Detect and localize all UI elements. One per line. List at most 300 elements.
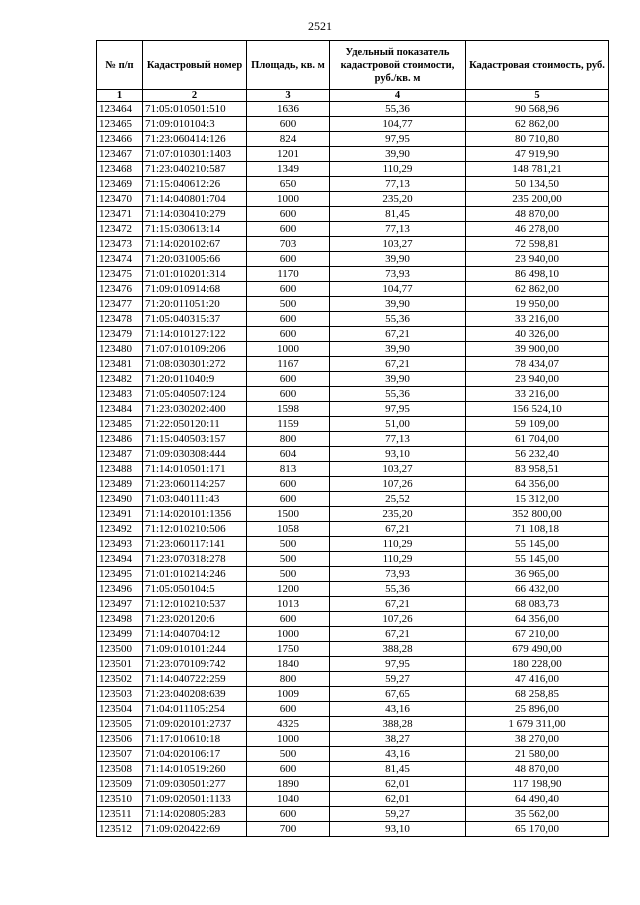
row-index-cell: 123489 (97, 477, 143, 492)
specific-value-cell: 39,90 (330, 372, 466, 387)
cadastral-cost-cell: 148 781,21 (466, 162, 609, 177)
row-index-cell: 123505 (97, 717, 143, 732)
area-cell: 1013 (247, 597, 330, 612)
specific-value-cell: 93,10 (330, 822, 466, 837)
cadastral-cost-cell: 47 919,90 (466, 147, 609, 162)
cadastral-cost-cell: 62 862,00 (466, 282, 609, 297)
cadastral-cost-cell: 55 145,00 (466, 552, 609, 567)
cadastral-number-cell: 71:23:040208:639 (143, 687, 247, 702)
specific-value-cell: 97,95 (330, 657, 466, 672)
row-index-cell: 123506 (97, 732, 143, 747)
row-index-cell: 123468 (97, 162, 143, 177)
row-index-cell: 123488 (97, 462, 143, 477)
cadastral-cost-cell: 83 958,51 (466, 462, 609, 477)
column-number: 5 (466, 90, 609, 102)
table-row (97, 387, 609, 402)
cadastral-number-cell: 71:20:011051:20 (143, 297, 247, 312)
area-cell: 604 (247, 447, 330, 462)
area-cell: 813 (247, 462, 330, 477)
cadastral-number-cell: 71:23:070318:278 (143, 552, 247, 567)
table-row (97, 522, 609, 537)
cadastral-number-cell: 71:01:010214:246 (143, 567, 247, 582)
cadastral-cost-cell: 64 356,00 (466, 612, 609, 627)
column-number: 3 (247, 90, 330, 102)
area-cell: 600 (247, 387, 330, 402)
table-row (97, 567, 609, 582)
cadastral-cost-cell: 61 704,00 (466, 432, 609, 447)
area-cell: 500 (247, 537, 330, 552)
area-cell: 500 (247, 567, 330, 582)
table-row (97, 402, 609, 417)
table-row (97, 807, 609, 822)
cadastral-cost-cell: 56 232,40 (466, 447, 609, 462)
area-cell: 1840 (247, 657, 330, 672)
table-row (97, 702, 609, 717)
cadastral-cost-cell: 90 568,96 (466, 102, 609, 117)
cadastral-number-cell: 71:14:020101:1356 (143, 507, 247, 522)
table-row (97, 282, 609, 297)
table-row (97, 417, 609, 432)
table-row (97, 597, 609, 612)
cadastral-number-cell: 71:23:060114:257 (143, 477, 247, 492)
table-row (97, 762, 609, 777)
cadastral-number-cell: 71:23:070109:742 (143, 657, 247, 672)
cadastral-cost-cell: 72 598,81 (466, 237, 609, 252)
table-row (97, 552, 609, 567)
cadastral-cost-cell: 50 134,50 (466, 177, 609, 192)
specific-value-cell: 235,20 (330, 507, 466, 522)
area-cell: 1167 (247, 357, 330, 372)
cadastral-cost-cell: 35 562,00 (466, 807, 609, 822)
cadastral-number-cell: 71:09:010104:3 (143, 117, 247, 132)
row-index-cell: 123477 (97, 297, 143, 312)
area-cell: 600 (247, 807, 330, 822)
cadastral-number-cell: 71:14:040722:259 (143, 672, 247, 687)
cadastral-cost-cell: 64 490,40 (466, 792, 609, 807)
row-index-cell: 123474 (97, 252, 143, 267)
cadastral-number-cell: 71:23:040210:587 (143, 162, 247, 177)
cadastral-number-cell: 71:09:010914:68 (143, 282, 247, 297)
cadastral-number-cell: 71:15:040612:26 (143, 177, 247, 192)
row-index-cell: 123469 (97, 177, 143, 192)
row-index-cell: 123503 (97, 687, 143, 702)
specific-value-cell: 25,52 (330, 492, 466, 507)
specific-value-cell: 107,26 (330, 612, 466, 627)
area-cell: 4325 (247, 717, 330, 732)
specific-value-cell: 39,90 (330, 297, 466, 312)
row-index-cell: 123508 (97, 762, 143, 777)
row-index-cell: 123490 (97, 492, 143, 507)
header-cadastral-number: Кадастровый номер (143, 41, 247, 90)
row-index-cell: 123493 (97, 537, 143, 552)
specific-value-cell: 97,95 (330, 402, 466, 417)
table-row (97, 267, 609, 282)
specific-value-cell: 55,36 (330, 312, 466, 327)
specific-value-cell: 39,90 (330, 252, 466, 267)
table-row (97, 327, 609, 342)
area-cell: 600 (247, 117, 330, 132)
specific-value-cell: 388,28 (330, 642, 466, 657)
table-row (97, 717, 609, 732)
cadastral-cost-cell: 23 940,00 (466, 252, 609, 267)
table-row (97, 777, 609, 792)
cadastral-number-cell: 71:23:060414:126 (143, 132, 247, 147)
table-row (97, 537, 609, 552)
cadastral-cost-cell: 71 108,18 (466, 522, 609, 537)
cadastral-number-cell: 71:04:011105:254 (143, 702, 247, 717)
row-index-cell: 123494 (97, 552, 143, 567)
table-row (97, 792, 609, 807)
row-index-cell: 123471 (97, 207, 143, 222)
row-index-cell: 123483 (97, 387, 143, 402)
specific-value-cell: 103,27 (330, 462, 466, 477)
row-index-cell: 123478 (97, 312, 143, 327)
row-index-cell: 123497 (97, 597, 143, 612)
cadastral-cost-cell: 15 312,00 (466, 492, 609, 507)
cadastral-cost-cell: 48 870,00 (466, 762, 609, 777)
area-cell: 824 (247, 132, 330, 147)
cadastral-number-cell: 71:12:010210:506 (143, 522, 247, 537)
area-cell: 500 (247, 747, 330, 762)
specific-value-cell: 67,21 (330, 357, 466, 372)
cadastral-cost-cell: 47 416,00 (466, 672, 609, 687)
area-cell: 600 (247, 477, 330, 492)
table-row (97, 672, 609, 687)
cadastral-number-cell: 71:14:010127:122 (143, 327, 247, 342)
specific-value-cell: 62,01 (330, 792, 466, 807)
area-cell: 1598 (247, 402, 330, 417)
cadastral-cost-cell: 36 965,00 (466, 567, 609, 582)
cadastral-number-cell: 71:23:030202:400 (143, 402, 247, 417)
area-cell: 600 (247, 702, 330, 717)
header-index: № п/п (97, 41, 143, 90)
specific-value-cell: 110,29 (330, 537, 466, 552)
row-index-cell: 123485 (97, 417, 143, 432)
specific-value-cell: 67,21 (330, 522, 466, 537)
area-cell: 600 (247, 207, 330, 222)
column-number: 4 (330, 90, 466, 102)
area-cell: 600 (247, 612, 330, 627)
area-cell: 600 (247, 492, 330, 507)
specific-value-cell: 77,13 (330, 222, 466, 237)
specific-value-cell: 67,21 (330, 597, 466, 612)
table-row (97, 747, 609, 762)
specific-value-cell: 77,13 (330, 432, 466, 447)
table-row (97, 147, 609, 162)
table-row (97, 687, 609, 702)
area-cell: 1058 (247, 522, 330, 537)
area-cell: 1159 (247, 417, 330, 432)
cadastral-number-cell: 71:15:040503:157 (143, 432, 247, 447)
area-cell: 1000 (247, 627, 330, 642)
cadastral-cost-cell: 67 210,00 (466, 627, 609, 642)
specific-value-cell: 55,36 (330, 387, 466, 402)
cadastral-cost-cell: 679 490,00 (466, 642, 609, 657)
row-index-cell: 123499 (97, 627, 143, 642)
table-row (97, 132, 609, 147)
row-index-cell: 123476 (97, 282, 143, 297)
page-number: 2521 (308, 19, 332, 33)
table-row (97, 492, 609, 507)
area-cell: 650 (247, 177, 330, 192)
specific-value-cell: 107,26 (330, 477, 466, 492)
table-row (97, 312, 609, 327)
row-index-cell: 123475 (97, 267, 143, 282)
cadastral-number-cell: 71:07:010301:1403 (143, 147, 247, 162)
table-row (97, 447, 609, 462)
area-cell: 1000 (247, 732, 330, 747)
cadastral-cost-cell: 352 800,00 (466, 507, 609, 522)
cadastral-number-cell: 71:20:031005:66 (143, 252, 247, 267)
row-index-cell: 123502 (97, 672, 143, 687)
cadastral-cost-cell: 23 940,00 (466, 372, 609, 387)
table-row (97, 612, 609, 627)
area-cell: 1750 (247, 642, 330, 657)
cadastral-cost-cell: 33 216,00 (466, 312, 609, 327)
table-row (97, 252, 609, 267)
cadastral-number-cell: 71:23:020120:6 (143, 612, 247, 627)
specific-value-cell: 38,27 (330, 732, 466, 747)
cadastral-number-cell: 71:09:020101:2737 (143, 717, 247, 732)
table-row (97, 102, 609, 117)
row-index-cell: 123466 (97, 132, 143, 147)
cadastral-cost-cell: 117 198,90 (466, 777, 609, 792)
cadastral-number-cell: 71:14:040704:12 (143, 627, 247, 642)
area-cell: 1040 (247, 792, 330, 807)
row-index-cell: 123484 (97, 402, 143, 417)
table-row (97, 357, 609, 372)
cadastral-number-cell: 71:14:010519:260 (143, 762, 247, 777)
table-row (97, 432, 609, 447)
column-number: 2 (143, 90, 247, 102)
area-cell: 500 (247, 297, 330, 312)
area-cell: 600 (247, 222, 330, 237)
specific-value-cell: 235,20 (330, 192, 466, 207)
table-row (97, 462, 609, 477)
area-cell: 1500 (247, 507, 330, 522)
table-row (97, 222, 609, 237)
table-row (97, 582, 609, 597)
row-index-cell: 123470 (97, 192, 143, 207)
row-index-cell: 123487 (97, 447, 143, 462)
cadastral-cost-cell: 55 145,00 (466, 537, 609, 552)
specific-value-cell: 104,77 (330, 117, 466, 132)
area-cell: 600 (247, 762, 330, 777)
specific-value-cell: 93,10 (330, 447, 466, 462)
table-row (97, 162, 609, 177)
cadastral-number-cell: 71:09:020501:1133 (143, 792, 247, 807)
cadastral-number-cell: 71:14:020102:67 (143, 237, 247, 252)
cadastral-number-cell: 71:05:040315:37 (143, 312, 247, 327)
cadastral-cost-cell: 156 524,10 (466, 402, 609, 417)
specific-value-cell: 77,13 (330, 177, 466, 192)
cadastral-number-cell: 71:14:020805:283 (143, 807, 247, 822)
cadastral-cost-cell: 66 432,00 (466, 582, 609, 597)
row-index-cell: 123480 (97, 342, 143, 357)
column-number: 1 (97, 90, 143, 102)
row-index-cell: 123509 (97, 777, 143, 792)
table-row (97, 297, 609, 312)
cadastral-number-cell: 71:05:010501:510 (143, 102, 247, 117)
specific-value-cell: 59,27 (330, 807, 466, 822)
cadastral-cost-cell: 39 900,00 (466, 342, 609, 357)
row-index-cell: 123481 (97, 357, 143, 372)
row-index-cell: 123464 (97, 102, 143, 117)
specific-value-cell: 67,21 (330, 327, 466, 342)
specific-value-cell: 62,01 (330, 777, 466, 792)
row-index-cell: 123482 (97, 372, 143, 387)
area-cell: 1009 (247, 687, 330, 702)
cadastral-cost-cell: 19 950,00 (466, 297, 609, 312)
table-row (97, 372, 609, 387)
specific-value-cell: 97,95 (330, 132, 466, 147)
cadastral-number-cell: 71:23:060117:141 (143, 537, 247, 552)
row-index-cell: 123486 (97, 432, 143, 447)
cadastral-number-cell: 71:22:050120:11 (143, 417, 247, 432)
row-index-cell: 123467 (97, 147, 143, 162)
specific-value-cell: 67,65 (330, 687, 466, 702)
row-index-cell: 123465 (97, 117, 143, 132)
cadastral-cost-cell: 1 679 311,00 (466, 717, 609, 732)
cadastral-cost-cell: 65 170,00 (466, 822, 609, 837)
area-cell: 1200 (247, 582, 330, 597)
area-cell: 500 (247, 552, 330, 567)
cadastral-cost-cell: 59 109,00 (466, 417, 609, 432)
table-row (97, 657, 609, 672)
cadastral-number-cell: 71:12:010210:537 (143, 597, 247, 612)
area-cell: 1636 (247, 102, 330, 117)
specific-value-cell: 43,16 (330, 747, 466, 762)
table-row (97, 642, 609, 657)
table-header-row (97, 41, 609, 90)
specific-value-cell: 43,16 (330, 702, 466, 717)
cadastral-number-cell: 71:08:030301:272 (143, 357, 247, 372)
cadastral-cost-cell: 33 216,00 (466, 387, 609, 402)
area-cell: 1201 (247, 147, 330, 162)
cadastral-number-cell: 71:05:050104:5 (143, 582, 247, 597)
area-cell: 600 (247, 252, 330, 267)
cadastral-cost-cell: 64 356,00 (466, 477, 609, 492)
specific-value-cell: 110,29 (330, 552, 466, 567)
area-cell: 800 (247, 672, 330, 687)
cadastral-cost-cell: 46 278,00 (466, 222, 609, 237)
cadastral-number-cell: 71:14:040801:704 (143, 192, 247, 207)
specific-value-cell: 67,21 (330, 627, 466, 642)
header-cadastral-cost: Кадастровая стоимость, руб. (466, 41, 609, 90)
table-row (97, 117, 609, 132)
table-row (97, 507, 609, 522)
area-cell: 600 (247, 282, 330, 297)
cadastral-cost-cell: 48 870,00 (466, 207, 609, 222)
specific-value-cell: 388,28 (330, 717, 466, 732)
row-index-cell: 123498 (97, 612, 143, 627)
cadastral-cost-cell: 78 434,07 (466, 357, 609, 372)
cadastral-number-cell: 71:04:020106:17 (143, 747, 247, 762)
table-row (97, 822, 609, 837)
cadastral-number-cell: 71:07:010109:206 (143, 342, 247, 357)
specific-value-cell: 73,93 (330, 267, 466, 282)
cadastral-cost-cell: 62 862,00 (466, 117, 609, 132)
cadastral-cost-cell: 180 228,00 (466, 657, 609, 672)
cadastral-cost-cell: 68 083,73 (466, 597, 609, 612)
specific-value-cell: 81,45 (330, 762, 466, 777)
row-index-cell: 123500 (97, 642, 143, 657)
cadastral-number-cell: 71:14:030410:279 (143, 207, 247, 222)
area-cell: 600 (247, 327, 330, 342)
cadastral-number-cell: 71:09:010101:244 (143, 642, 247, 657)
specific-value-cell: 59,27 (330, 672, 466, 687)
area-cell: 1349 (247, 162, 330, 177)
cadastral-number-cell: 71:09:020422:69 (143, 822, 247, 837)
table-row (97, 627, 609, 642)
row-index-cell: 123510 (97, 792, 143, 807)
cadastral-number-cell: 71:14:010501:171 (143, 462, 247, 477)
cadastral-cost-cell: 80 710,80 (466, 132, 609, 147)
specific-value-cell: 104,77 (330, 282, 466, 297)
row-index-cell: 123472 (97, 222, 143, 237)
cadastral-cost-cell: 86 498,10 (466, 267, 609, 282)
row-index-cell: 123511 (97, 807, 143, 822)
cadastral-number-cell: 71:09:030501:277 (143, 777, 247, 792)
specific-value-cell: 39,90 (330, 147, 466, 162)
row-index-cell: 123501 (97, 657, 143, 672)
area-cell: 1170 (247, 267, 330, 282)
table-row (97, 177, 609, 192)
table-body (97, 102, 609, 837)
area-cell: 703 (247, 237, 330, 252)
area-cell: 700 (247, 822, 330, 837)
cadastral-number-cell: 71:17:010610:18 (143, 732, 247, 747)
table-row (97, 477, 609, 492)
cadastral-cost-cell: 25 896,00 (466, 702, 609, 717)
table-row (97, 192, 609, 207)
cadastral-cost-cell: 38 270,00 (466, 732, 609, 747)
row-index-cell: 123507 (97, 747, 143, 762)
area-cell: 600 (247, 372, 330, 387)
area-cell: 800 (247, 432, 330, 447)
column-number-row (97, 90, 609, 102)
row-index-cell: 123479 (97, 327, 143, 342)
cadastral-number-cell: 71:03:040111:43 (143, 492, 247, 507)
row-index-cell: 123495 (97, 567, 143, 582)
cadastral-number-cell: 71:15:030613:14 (143, 222, 247, 237)
cadastral-number-cell: 71:01:010201:314 (143, 267, 247, 282)
row-index-cell: 123492 (97, 522, 143, 537)
area-cell: 1000 (247, 342, 330, 357)
row-index-cell: 123473 (97, 237, 143, 252)
header-specific-value: Удельный показатель кадастровой стоимости, руб./кв. м (330, 41, 466, 90)
area-cell: 600 (247, 312, 330, 327)
header-area: Площадь, кв. м (247, 41, 330, 90)
specific-value-cell: 81,45 (330, 207, 466, 222)
specific-value-cell: 110,29 (330, 162, 466, 177)
cadastral-cost-cell: 235 200,00 (466, 192, 609, 207)
cadastral-number-cell: 71:05:040507:124 (143, 387, 247, 402)
cadastral-cost-cell: 21 580,00 (466, 747, 609, 762)
specific-value-cell: 103,27 (330, 237, 466, 252)
cadastral-value-table (96, 40, 609, 837)
cadastral-number-cell: 71:09:030308:444 (143, 447, 247, 462)
row-index-cell: 123496 (97, 582, 143, 597)
row-index-cell: 123512 (97, 822, 143, 837)
row-index-cell: 123504 (97, 702, 143, 717)
table-row (97, 342, 609, 357)
row-index-cell: 123491 (97, 507, 143, 522)
cadastral-number-cell: 71:20:011040:9 (143, 372, 247, 387)
table-row (97, 207, 609, 222)
specific-value-cell: 51,00 (330, 417, 466, 432)
table-row (97, 732, 609, 747)
